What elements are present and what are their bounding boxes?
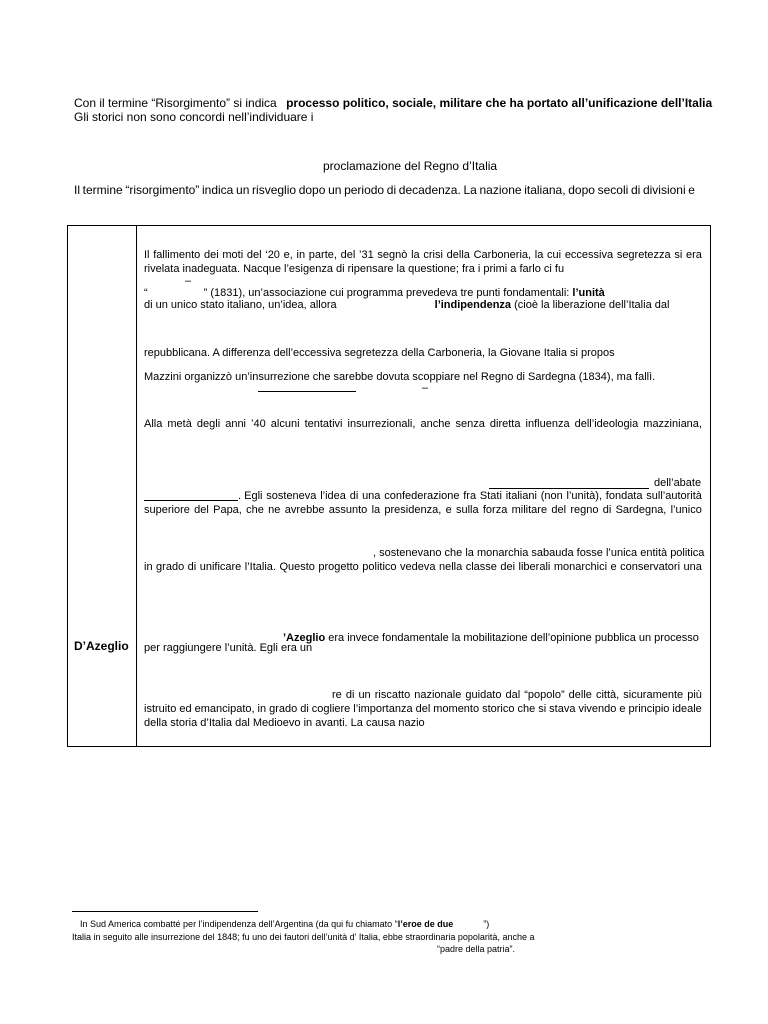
word: Sardegna, [615,504,667,516]
word: periodo [344,183,385,197]
word: di [630,183,641,197]
word: dei [500,561,516,573]
p5-blank-line-2 [144,500,238,501]
word: l’unità), [566,490,602,502]
word: Papa, [213,504,242,516]
word: anche [420,418,451,430]
word: storico [482,703,515,715]
word: politico [362,561,397,573]
table-left-label: D’Azeglio [74,639,129,653]
word: . Egli [238,490,263,502]
word: fondata [605,490,643,502]
word: liberali [518,561,551,573]
word: secoli [597,183,629,197]
p1-line-2: rivelata inadeguata. Nacque l’esigenza di ripensare la questione; fra i primi a farlo ci fu [144,263,565,275]
p1-line-1-words [144,248,702,262]
intro-center-line: proclamazione del Regno d’Italia [323,159,498,173]
word: guidato [465,689,502,701]
word: una [683,561,702,573]
word: regno [570,504,599,516]
word: l’Italia. [244,561,276,573]
word: l’idea [320,490,346,502]
word: La [463,183,477,197]
word: ’31 [359,249,374,261]
word: cui [547,249,562,261]
word: Il [74,183,80,197]
p5-line-3-words [144,503,702,517]
word: italiani [505,490,537,502]
word: parte, [308,249,337,261]
p1-line-1 [144,248,702,262]
word: divisioni [642,183,686,197]
p2-line-1: repubblicana. A differenza dell’eccessiva segretezza della Carboneria, la Giovane Italia si propos [144,347,615,359]
word: Stati [479,490,502,502]
p7-line-1 [283,631,699,645]
word: un [358,689,371,701]
intro-line-1-text: Con il termine “Risorgimento” si indica [74,96,277,110]
word: (non [540,490,563,502]
word: dell’ideologia [574,418,639,430]
word: del [551,504,567,516]
p1-dash: – [185,275,192,287]
word: stava [549,703,576,715]
p8-line-2 [144,702,702,716]
word: e [619,703,626,715]
footnote-line-3: “padre della patria”. [437,944,516,954]
word: di [300,703,309,715]
footnote-line-1-bold: l’eroe de due [397,919,454,929]
word: segnò [377,249,408,261]
word: e, [283,249,293,261]
word: dopo [298,183,326,197]
word: termine [82,183,123,197]
p1-line-5-bold: l’indipendenza [434,299,512,311]
word: in [257,703,267,715]
word: vivendo [578,703,617,715]
p1-line-4-bold: l’unità [572,287,605,299]
word: crisi [423,249,443,261]
word: più [687,689,702,701]
word: confederazione [384,490,460,502]
word: indica [202,183,234,197]
word: ‘20 [265,249,280,261]
word: dopo [568,183,595,197]
intro-line-4-words [74,183,695,197]
word: progetto [318,561,359,573]
word: sosteneva [266,490,317,502]
word: grado [269,703,298,715]
word: l’unico [670,504,702,516]
word: emancipato, [194,703,255,715]
word: “popolo” [524,689,565,701]
word: Alla [144,418,163,430]
word: fallimento [153,249,201,261]
p8-line-1-words [332,688,702,702]
word: di [187,561,197,573]
p3-blank-line [258,391,356,392]
word: sull’autorità [646,490,702,502]
word: sulla [455,504,479,516]
word: Questo [279,561,315,573]
p7-line-1-bold: ’Azeglio [283,632,326,644]
word: cogliere [311,703,351,715]
word: risveglio [252,183,297,197]
word: nazionale [414,689,462,701]
footnote-separator [72,911,258,912]
word: grado [156,561,185,573]
word: e [688,183,695,197]
word: ’40 [251,418,266,430]
p5-line-2-words [238,489,702,503]
word: una [362,490,381,502]
word: un [328,183,342,197]
word: ideale [672,703,702,715]
word: e [445,504,452,516]
word: mazziniana, [643,418,702,430]
footnote-line-1-b: ”) [483,919,490,929]
word: la [371,504,381,516]
word: si [538,703,547,715]
intro-line-1 [74,96,712,110]
intro-line-4 [74,183,695,197]
word: principio [628,703,670,715]
footnote-line-1 [80,919,489,930]
word: influenza [525,418,570,430]
word: sicuramente [623,689,684,701]
word: e [610,561,617,573]
word: momento [433,703,480,715]
word: di [349,490,359,502]
footnote-line-1-a: In Sud America combatté per l’indipendenza dell’Argentina (da qui fu chiamato “ [80,919,398,929]
p1-line-5-b: (cioè la liberazione dell’Italia dal [514,299,670,311]
word: del [246,249,262,261]
word: segretezza [616,249,671,261]
word: re [332,689,342,701]
word: ed [179,703,192,715]
word: la [534,249,544,261]
p5-line-1-end: dell’abate [654,477,702,489]
intro-line-2: Gli storici non sono concordi nell’individuare i [74,110,314,124]
word: presidenza, [384,504,442,516]
p3-line-1: Mazzini organizzò un’insurrezione che sarebbe dovuta scoppiare nel Regno di Sardegna (1834), ma fallì. [144,371,656,383]
word: superiore [144,504,190,516]
word: assunto [328,504,368,516]
p1-line-4-text: ” (1831), un’associazione cui programma prevedeva tre punti fondamentali: [203,287,570,299]
word: istruito [144,703,177,715]
word: “risorgimento” [125,183,200,197]
p7-line-2: per raggiungere l’unità. Egli era un [144,642,313,654]
p5-line-3 [144,503,702,517]
word: la [411,249,420,261]
word: di [345,689,355,701]
word: moti [222,249,244,261]
word: fra [463,490,477,502]
word: degli [196,418,221,430]
word: avrebbe [284,504,325,516]
word: italiana, [524,183,566,197]
word: in [144,561,153,573]
word: Il [144,249,150,261]
word: insurrezionali, [347,418,416,430]
word: era [685,249,702,261]
footnote-line-2: Italia in seguito alle insurrezione del 1848; fu uno dei fautori dell’unità d’ Italia, ebbe straordinaria popolarità, anche a [72,932,535,942]
p8-line-1 [332,688,702,702]
word: un [236,183,250,197]
p3-dash: – [422,382,429,394]
p1-line-5-a: di un unico stato italiano, un’idea, allora [144,299,337,311]
p1-quote-open: “ [144,287,148,299]
word: delle [568,689,592,701]
word: decadenza. [398,183,461,197]
word: Carboneria, [473,249,532,261]
word: classe [465,561,497,573]
p4-line-1-words [144,417,702,431]
word: di [602,504,612,516]
word: militare [511,504,548,516]
word: del [340,249,356,261]
word: in [296,249,306,261]
p6-line-1: , sostenevano che la monarchia sabauda fosse l’unica entità politica [373,547,705,559]
word: nella [438,561,463,573]
word: dal [505,689,521,701]
p4-line-1 [144,417,702,431]
word: l’importanza [353,703,413,715]
word: tentativi [304,418,343,430]
p8-line-2-words [144,702,702,716]
word: forza [482,504,508,516]
word: unificare [199,561,242,573]
p7-line-1-rest: era invece fondamentale la mobilitazione dell’opinione pubblica un processo [328,632,699,644]
p6-line-2 [144,560,702,574]
word: diretta [489,418,521,430]
word: riscatto [374,689,411,701]
word: del [194,504,209,516]
word: eccessiva [564,249,614,261]
word: città, [595,689,620,701]
word: monarchici [553,561,608,573]
word: della [446,249,470,261]
intro-line-1-bold: processo politico, sociale, militare che ha portato all’unificazione dell’Italia [286,96,713,110]
word: conservatori [620,561,681,573]
word: alcuni [270,418,300,430]
word: che [517,703,536,715]
word: dei [203,249,219,261]
word: vedeva [400,561,436,573]
p5-line-2 [238,489,702,503]
word: del [415,703,431,715]
word: metà [167,418,192,430]
p6-line-2-words [144,560,702,574]
word: di [386,183,397,197]
table-column-divider [136,226,137,746]
word: senza [455,418,485,430]
word: che [246,504,264,516]
p8-line-3: della storia d’Italia dal Medioevo in avanti. La causa nazio [144,717,425,729]
word: anni [225,418,246,430]
word: ne [268,504,281,516]
word: si [674,249,683,261]
p1-line-5 [144,298,669,312]
word: nazione [479,183,522,197]
